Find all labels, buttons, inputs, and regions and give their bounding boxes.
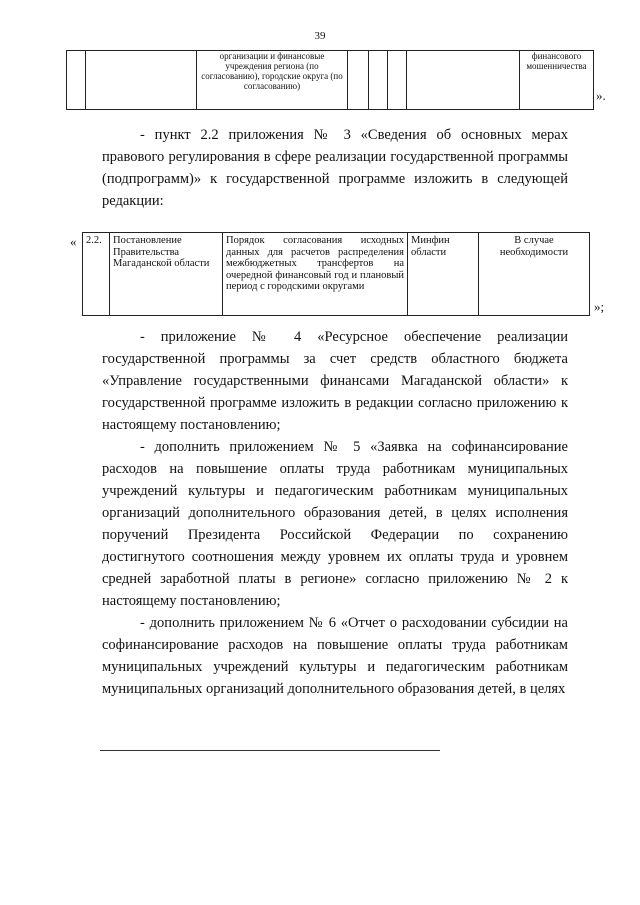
paragraph-item-2-2-amendment [102,124,568,212]
table-cell [67,51,86,110]
footnote-separator [100,750,440,751]
table-cell [348,51,369,110]
table-cell-organizations: организации и финансовые учреждения региона (по согласованию), городские округа (по согласованию) [197,51,348,110]
table-cell [388,51,407,110]
paragraph-appendix-5 [102,436,568,612]
opening-quote-mark: « [70,234,77,249]
executor-cell: Минфин области [408,233,479,316]
paragraph-text: - пункт 2.2 приложения № 3 «Сведения об основных мерах правового регулирования в сфере реализации государственной программы (подпрограмм)» к государственной программе изложить в следующей редакции: [102,127,568,209]
closing-quote-mark: ». [596,88,606,103]
table-cell [407,51,520,110]
table-cell [369,51,388,110]
paragraph-appendix-6 [102,612,568,700]
paragraph-text: - дополнить приложением № 6 «Отчет о расходовании субсидии на софинансирование расходов на повышение оплаты труда работникам муниципальных учреждений культуры и педагогическим работникам муниципальных организаций дополнительного образования детей, в целях [102,615,568,697]
table-row [67,51,594,110]
page-number: 39 [314,30,326,42]
paragraph-text: - приложение № 4 «Ресурсное обеспечение реализации государственной программы за счет средств областного бюджета «Управление государственными финансами Магаданской области» к государственной программе изложить в редакции согласно приложению к настоящему постановлению; [102,329,568,433]
term-cell: В случае необходимости [479,233,590,316]
content-cell: Порядок согласования исходных данных для расчетов распределения межбюджетных трансфертов на очередной финансовый год и плановый период с городскими округами [223,233,408,316]
table-cell-fraud: финансового мошенничества [520,51,594,110]
continuation-table [66,50,594,110]
row-number: 2.2. [83,233,110,316]
table-row [83,233,590,316]
table-cell [86,51,197,110]
document-cell: Постановление Правительства Магаданской области [110,233,223,316]
inserted-table [82,232,590,316]
closing-quote-mark: »; [594,299,605,314]
paragraph-appendix-4 [102,326,568,436]
paragraph-text: - дополнить приложением № 5 «Заявка на софинансирование расходов на повышение оплаты труда работникам муниципальных учреждений культуры и педагогическим работникам муниципальных организаций дополнительного образования детей, в целях исполнения поручений Президента Российской Федерации по сохранению достигнутого соотношения между уровнем их оплаты труда и уровнем средней заработной платы в регионе» согласно приложению № 2 к настоящему постановлению; [102,439,568,609]
